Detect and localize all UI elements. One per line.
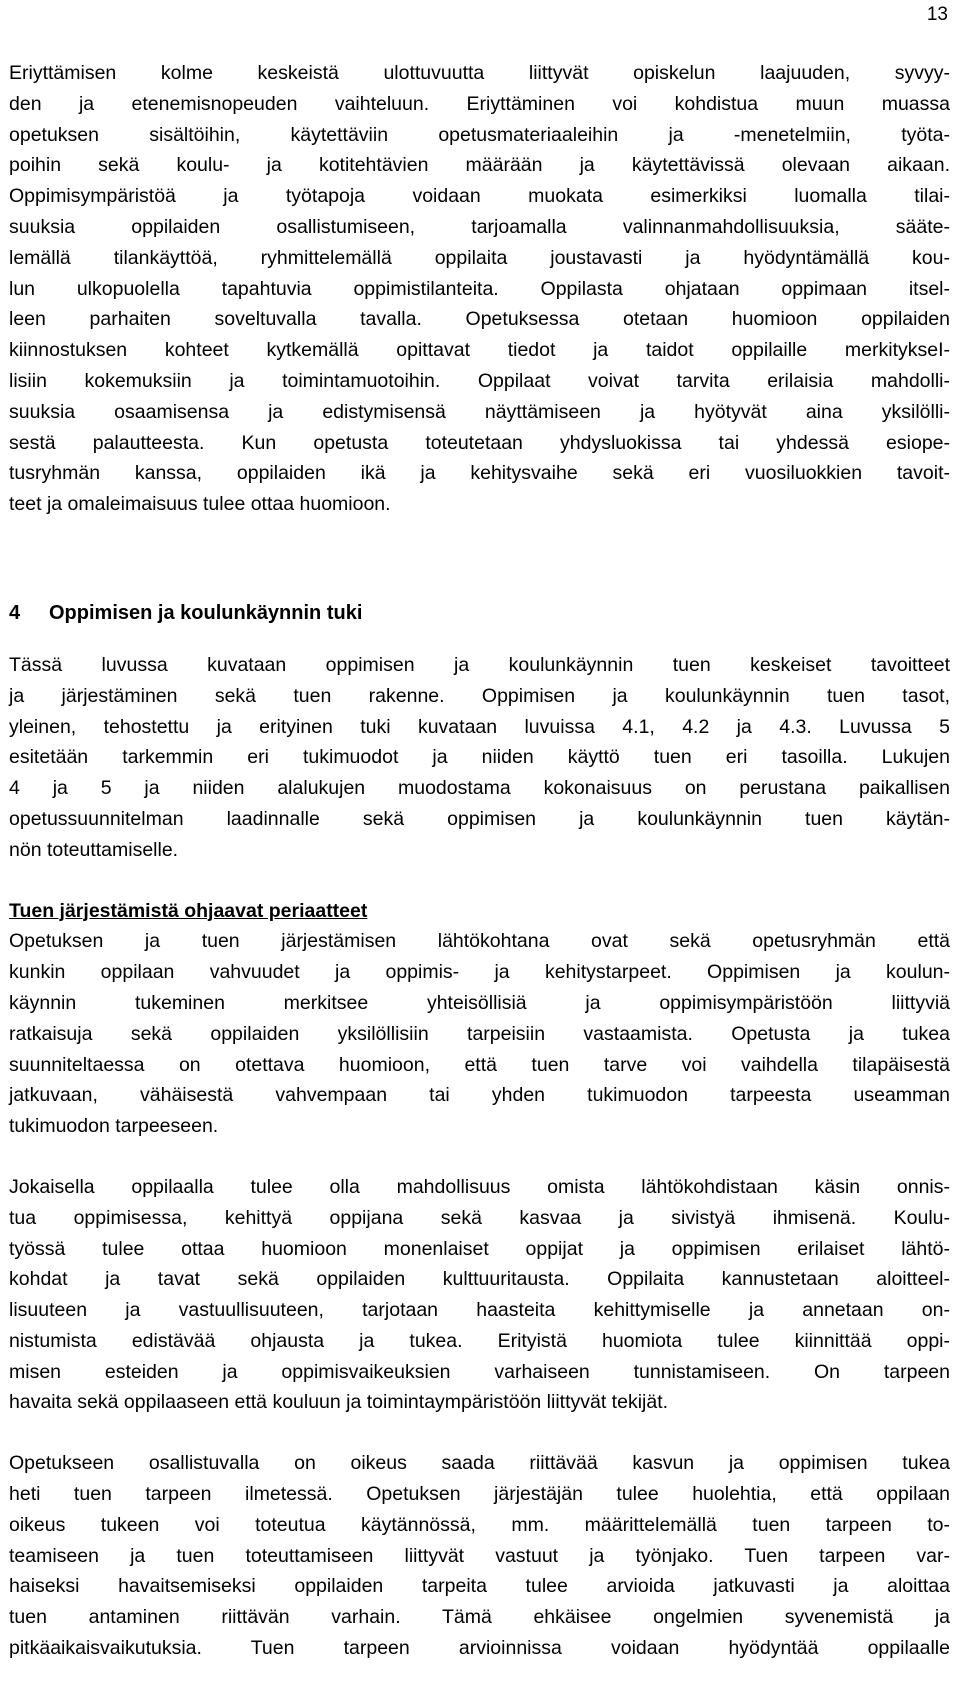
text-line: Eriyttämisen kolme keskeistä ulottuvuutta liittyvät opiskelun laajuuden, syvyy-: [9, 62, 950, 84]
text-line: den ja etenemisnopeuden vaihteluun. Eriyttäminen voi kohdistua muun muassa: [9, 92, 950, 115]
text-line: kiinnostuksen kohteet kytkemällä opittavat tiedot ja taidot oppilaille merkitykseI-: [9, 339, 950, 362]
text-line: tusryhmän kanssa, oppilaiden ikä ja kehitysvaihe sekä eri vuosiluokkien tavoit-: [9, 462, 950, 485]
text-line: lemällä tilankäyttöä, ryhmittelemällä oppilaita joustavasti ja hyödyntämällä kou-: [9, 246, 950, 269]
text-line: suuksia oppilaiden osallistumiseen, tarjoamalla valinnanmahdollisuuksia, sääte-: [9, 215, 950, 238]
text-line: opetussuunnitelman laadinnalle sekä oppimisen ja koulunkäynnin tuen käytän-: [9, 807, 950, 830]
paragraph-every-student: [9, 1172, 950, 1418]
text-line: poihin sekä koulu- ja kotitehtävien määrään ja käytettävissä olevaan aikaan.: [9, 154, 950, 177]
text-line: suunniteltaessa on otettava huomioon, että tuen tarve voi vaihdella tilapäisestä: [9, 1053, 950, 1076]
text-line: oikeus tukeen voi toteutua käytännössä, mm. määrittelemällä tuen tarpeen to-: [9, 1513, 950, 1536]
text-line: opetuksen sisältöihin, käytettäviin opetusmateriaaleihin ja -menetelmiin, työta-: [9, 123, 950, 146]
text-line: lisiin kokemuksiin ja toimintamuotoihin. Oppilaat voivat tarvita erilaisia mahdolli-: [9, 369, 950, 392]
text-line: 4 ja 5 ja niiden alalukujen muodostama kokonaisuus on perustana paikallisen: [9, 777, 950, 800]
text-line: sestä palautteesta. Kun opetusta toteutetaan yhdysluokissa tai yhdessä esiope-: [9, 431, 950, 454]
text-line: leen parhaiten soveltuvalla tavalla. Opetuksessa otetaan huomioon oppilaiden: [9, 308, 950, 331]
text-line: kohdat ja tavat sekä oppilaiden kulttuuritausta. Oppilaita kannustetaan aloitteel-: [9, 1268, 950, 1291]
paragraph-differentiation: [9, 58, 950, 520]
text-line: jatkuvaan, vähäisestä vahvempaan tai yhden tukimuodon tarpeesta useamman: [9, 1084, 950, 1107]
text-line: teamiseen ja tuen toteuttamiseen liittyvät vastuut ja työnjako. Tuen tarpeen var-: [9, 1544, 950, 1567]
text-line: pitkäaikaisvaikutuksia. Tuen tarpeen arvioinnissa voidaan hyödyntää oppilaalle: [9, 1637, 950, 1660]
section-title: Oppimisen ja koulunkäynnin tuki: [49, 601, 363, 624]
text-line: Opetukseen osallistuvalla on oikeus saada riittävää kasvun ja oppimisen tukea: [9, 1452, 950, 1475]
paragraph-right-to-support: [9, 1448, 950, 1664]
subheading: Tuen järjestämistä ohjaavat periaatteet: [9, 899, 368, 922]
text-line: havaita sekä oppilaaseen että kouluun ja toimintaympäristöön liittyvät tekijät.: [9, 1391, 669, 1414]
text-line: lisuuteen ja vastuullisuuteen, tarjotaan haasteita kehittymiselle ja annetaan on-: [9, 1299, 950, 1322]
text-line: käynnin tukeminen merkitsee yhteisöllisiä ja oppimisympäristöön liittyviä: [9, 991, 950, 1014]
text-line: Opetuksen ja tuen järjestämisen lähtökohtana ovat sekä opetusryhmän että: [9, 930, 950, 953]
paragraph-principles: [9, 926, 950, 1142]
text-line: heti tuen tarpeen ilmetessä. Opetuksen järjestäjän tulee huolehtia, että oppilaan: [9, 1483, 950, 1506]
text-line: teet ja omaleimaisuus tulee ottaa huomioon.: [9, 493, 391, 516]
text-line: Tässä luvussa kuvataan oppimisen ja koulunkäynnin tuen keskeiset tavoitteet: [9, 653, 950, 676]
text-line: suuksia osaamisensa ja edistymisensä näyttämiseen ja hyötyvät aina yksilölli-: [9, 400, 950, 423]
text-line: haiseksi havaitsemiseksi oppilaiden tarpeita tulee arvioida jatkuvasti ja aloittaa: [9, 1575, 950, 1598]
text-line: kunkin oppilaan vahvuudet ja oppimis- ja kehitystarpeet. Oppimisen ja koulun-: [9, 961, 950, 984]
text-line: yleinen, tehostettu ja erityinen tuki kuvataan luvuissa 4.1, 4.2 ja 4.3. Luvussa 5: [9, 715, 950, 738]
document-body: [9, 58, 950, 1664]
section-number: 4: [9, 601, 21, 624]
page-number: 13: [926, 4, 948, 25]
text-line: ja järjestäminen sekä tuen rakenne. Oppimisen ja koulunkäynnin tuen tasot,: [9, 684, 950, 707]
text-line: tua oppimisessa, kehittyä oppijana sekä kasvaa ja sivistyä ihmisenä. Koulu-: [9, 1206, 950, 1229]
text-line: misen esteiden ja oppimisvaikeuksien varhaiseen tunnistamiseen. On tarpeen: [9, 1360, 950, 1383]
text-line: ratkaisuja sekä oppilaiden yksilöllisiin tarpeisiin vastaamista. Opetusta ja tukea: [9, 1022, 950, 1045]
text-line: työssä tulee ottaa huomioon monenlaiset oppijat ja oppimisen erilaiset lähtö-: [9, 1237, 950, 1260]
section-heading: [9, 598, 950, 628]
text-line: Jokaisella oppilaalla tulee olla mahdollisuus omista lähtökohdistaan käsin onnis-: [9, 1175, 950, 1198]
text-line: nön toteuttamiselle.: [9, 838, 179, 861]
text-line: tuen antaminen riittävän varhain. Tämä ehkäisee ongelmien syvenemistä ja: [9, 1606, 950, 1629]
text-line: esitetään tarkemmin eri tukimuodot ja niiden käyttö tuen eri tasoilla. Lukujen: [9, 746, 950, 769]
text-line: lun ulkopuolella tapahtuvia oppimistilanteita. Oppilasta ohjataan oppimaan itsel-: [9, 277, 950, 300]
paragraph-chapter-intro: [9, 650, 950, 866]
text-line: nistumista edistävää ohjausta ja tukea. Erityistä huomiota tulee kiinnittää oppi-: [9, 1329, 950, 1352]
text-line: tukimuodon tarpeeseen.: [9, 1115, 219, 1138]
text-line: Oppimisympäristöä ja työtapoja voidaan muokata esimerkiksi luomalla tilai-: [9, 185, 950, 208]
